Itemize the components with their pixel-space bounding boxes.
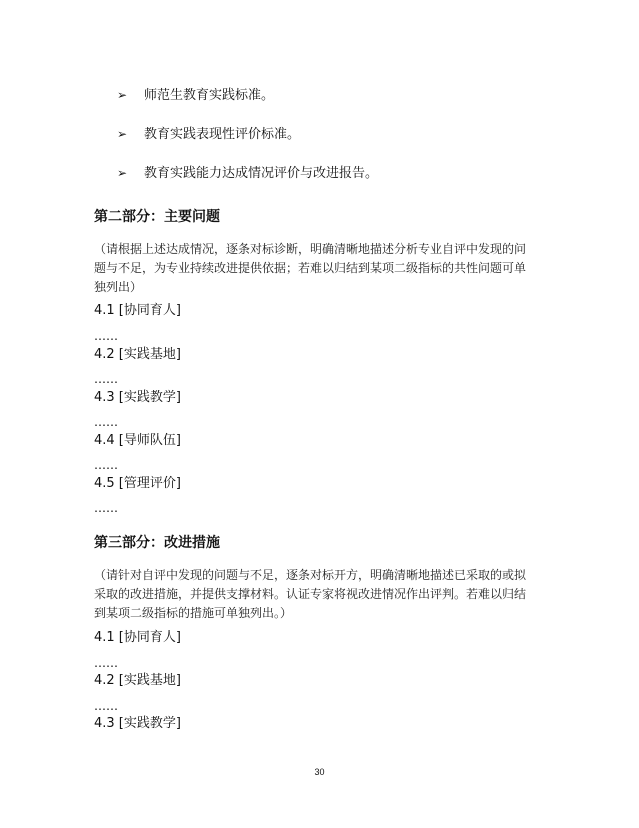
- bullet-item: [117, 87, 274, 104]
- ellipsis: ……: [94, 458, 118, 472]
- part3-item-4-1: 4.1 [协同育人]: [94, 630, 181, 645]
- part2-item-4-2: 4.2 [实践基地]: [94, 347, 181, 362]
- part2-item-4-4: 4.4 [导师队伍]: [94, 433, 181, 448]
- bullet-item: [117, 165, 378, 182]
- note-line: （请根据上述达成情况，逐条对标诊断，明确清晰地描述分析专业自评中发现的问: [94, 242, 527, 256]
- page-number: 30: [314, 767, 325, 777]
- part3-instruction-note: [94, 566, 554, 623]
- arrowhead-bullet-icon: ➢: [117, 88, 128, 102]
- part2-item-4-3: 4.3 [实践教学]: [94, 390, 181, 405]
- bullet-text: 教育实践能力达成情况评价与改进报告。: [144, 166, 379, 181]
- note-line: （请针对自评中发现的问题与不足，逐条对标开方，明确清晰地描述已采取的或拟: [94, 568, 527, 582]
- ellipsis: ……: [94, 699, 118, 713]
- part3-heading: 第三部分：改进措施: [94, 535, 220, 551]
- note-line: 到某项二级指标的措施可单独列出。）: [94, 606, 293, 620]
- note-line: 采取的改进措施，并提供支撑材料。认证专家将视改进情况作出评判。若难以归结: [94, 587, 527, 601]
- part3-item-4-2: 4.2 [实践基地]: [94, 673, 181, 688]
- arrowhead-bullet-icon: ➢: [117, 166, 128, 180]
- note-line: 题与不足，为专业持续改进提供依据；若难以归结到某项二级指标的共性问题可单: [94, 261, 527, 275]
- ellipsis: ……: [94, 415, 118, 429]
- ellipsis: ……: [94, 501, 118, 515]
- part2-item-4-5: 4.5 [管理评价]: [94, 476, 181, 491]
- part2-heading: 第二部分：主要问题: [94, 209, 220, 225]
- ellipsis: ……: [94, 656, 118, 670]
- ellipsis: ……: [94, 329, 118, 343]
- note-line: 独列出）: [94, 280, 143, 294]
- part2-instruction-note: [94, 240, 554, 297]
- part3-item-4-3: 4.3 [实践教学]: [94, 716, 181, 731]
- bullet-text: 教育实践表现性评价标准。: [144, 127, 301, 142]
- part2-item-4-1: 4.1 [协同育人]: [94, 303, 181, 318]
- bullet-item: [117, 126, 300, 143]
- bullet-text: 师范生教育实践标准。: [144, 88, 275, 103]
- ellipsis: ……: [94, 372, 118, 386]
- arrowhead-bullet-icon: ➢: [117, 127, 128, 141]
